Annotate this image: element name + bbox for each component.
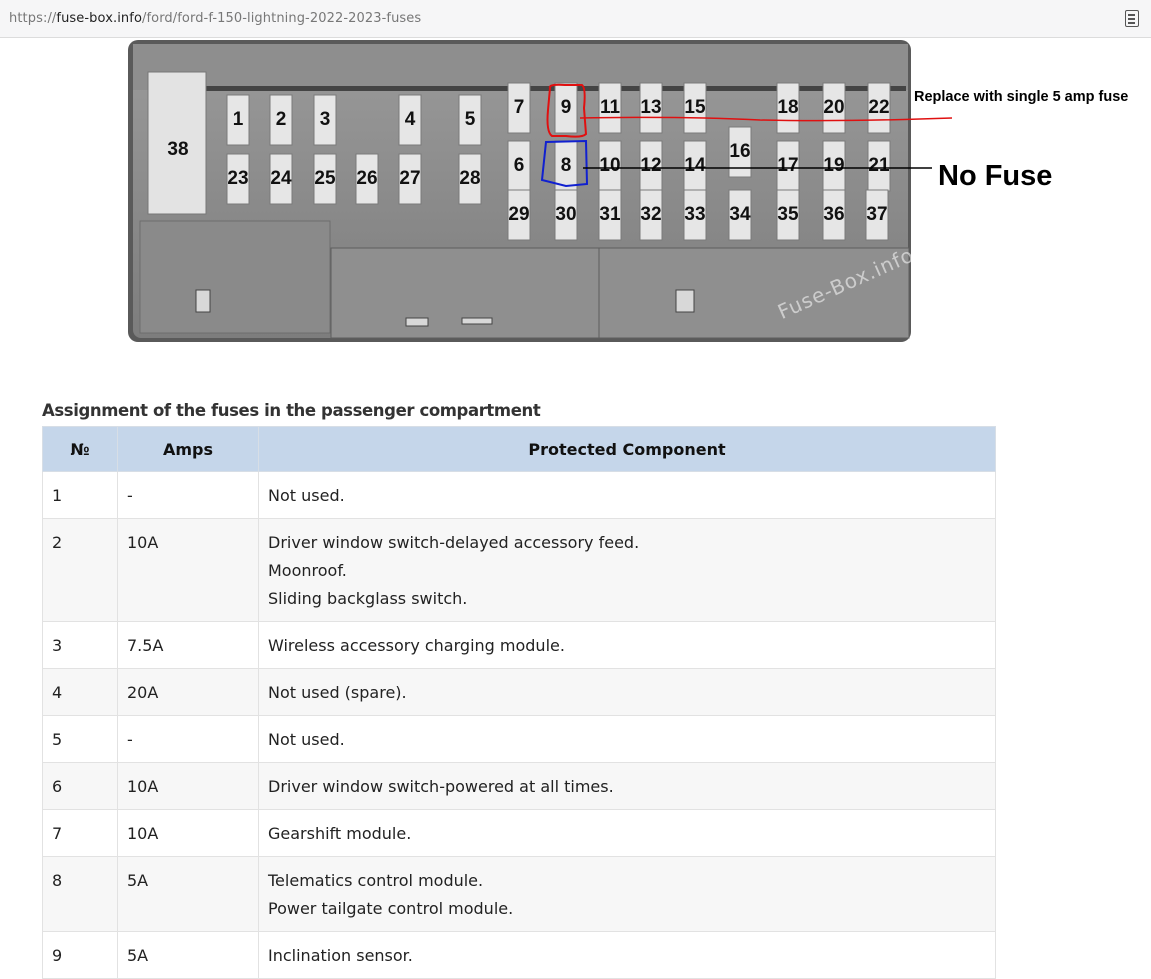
table-row [43, 519, 996, 622]
component-line: Moonroof. [268, 561, 347, 580]
replace-annotation: Replace with single 5 amp fuse [914, 89, 1129, 105]
component-line: Telematics control module. [268, 871, 484, 890]
table-header-row [43, 427, 996, 472]
fuse-number-23: 23 [227, 168, 249, 189]
header-number: № [43, 427, 118, 472]
fuse-number-27: 27 [399, 168, 421, 189]
fuse-number-37: 37 [866, 204, 888, 225]
table-row [43, 857, 996, 932]
fuse-number-17: 17 [777, 155, 799, 176]
cell-component [259, 857, 996, 932]
component-line: Driver window switch-delayed accessory feed. [268, 533, 640, 552]
cell-component [259, 519, 996, 622]
fuse-number-38: 38 [167, 139, 189, 160]
url-text[interactable] [9, 11, 421, 26]
watermark: Fuse-Box.info [774, 242, 918, 324]
fuse-number-25: 25 [314, 168, 336, 189]
cell-number: 8 [43, 857, 118, 932]
cell-component [259, 669, 996, 716]
cell-number: 3 [43, 622, 118, 669]
component-line: Not used. [268, 730, 345, 749]
table-caption: Assignment of the fuses in the passenger compartment [42, 401, 541, 420]
fuse-table [42, 426, 996, 979]
cell-amps: 5A [118, 932, 259, 979]
url-prefix: https:// [9, 11, 57, 26]
cell-amps: 5A [118, 857, 259, 932]
fuse-number-15: 15 [684, 97, 706, 118]
fuse-number-19: 19 [823, 155, 845, 176]
fuse-number-30: 30 [555, 204, 577, 225]
table-row [43, 716, 996, 763]
cell-number: 4 [43, 669, 118, 716]
component-line: Driver window switch-powered at all times. [268, 777, 614, 796]
cell-number: 1 [43, 472, 118, 519]
fuse-number-12: 12 [640, 155, 662, 176]
fuse-number-35: 35 [777, 204, 799, 225]
fuse-number-29: 29 [508, 204, 530, 225]
fuse-number-1: 1 [232, 109, 244, 130]
url-host: fuse-box.info [56, 11, 142, 26]
cell-number: 6 [43, 763, 118, 810]
table-row [43, 932, 996, 979]
address-bar[interactable] [0, 0, 1151, 38]
fuse-number-5: 5 [464, 109, 476, 130]
cell-amps: - [118, 472, 259, 519]
cell-amps: 10A [118, 519, 259, 622]
cell-number: 7 [43, 810, 118, 857]
fuse-number-6: 6 [513, 155, 525, 176]
fuse-number-4: 4 [404, 109, 416, 130]
fuse-number-24: 24 [270, 168, 292, 189]
component-line: Sliding backglass switch. [268, 589, 468, 608]
fuse-number-18: 18 [777, 97, 799, 118]
component-line: Inclination sensor. [268, 946, 413, 965]
fuse-number-20: 20 [823, 97, 845, 118]
component-line: Not used (spare). [268, 683, 407, 702]
fuse-number-33: 33 [684, 204, 706, 225]
cell-amps: 7.5A [118, 622, 259, 669]
table-row [43, 669, 996, 716]
table-row [43, 763, 996, 810]
fuse-number-36: 36 [823, 204, 845, 225]
fuse-number-13: 13 [640, 97, 662, 118]
header-amps: Amps [118, 427, 259, 472]
cell-component [259, 622, 996, 669]
cell-number: 9 [43, 932, 118, 979]
cell-component [259, 763, 996, 810]
reader-view-icon[interactable] [1125, 10, 1139, 27]
fuse-number-10: 10 [599, 155, 621, 176]
cell-amps: - [118, 716, 259, 763]
component-line: Gearshift module. [268, 824, 412, 843]
fuse-number-8: 8 [560, 155, 572, 176]
fuse-number-32: 32 [640, 204, 662, 225]
fuse-number-3: 3 [319, 109, 331, 130]
cell-component [259, 810, 996, 857]
table-row [43, 622, 996, 669]
url-path: /ford/ford-f-150-lightning-2022-2023-fuses [142, 11, 422, 26]
no-fuse-annotation: No Fuse [938, 160, 1053, 192]
fuse-number-14: 14 [684, 155, 706, 176]
cell-number: 2 [43, 519, 118, 622]
component-line: Not used. [268, 486, 345, 505]
fuse-box-diagram [120, 38, 1150, 373]
fuse-number-16: 16 [729, 141, 751, 162]
fuse-number-22: 22 [868, 97, 890, 118]
fuse-number-26: 26 [356, 168, 378, 189]
component-line: Wireless accessory charging module. [268, 636, 565, 655]
cell-amps: 20A [118, 669, 259, 716]
fuse-number-9: 9 [560, 97, 572, 118]
fuse-number-28: 28 [459, 168, 481, 189]
table-row [43, 472, 996, 519]
fuse-number-31: 31 [599, 204, 621, 225]
component-line: Power tailgate control module. [268, 899, 514, 918]
cell-component [259, 932, 996, 979]
fuse-number-2: 2 [275, 109, 287, 130]
cell-number: 5 [43, 716, 118, 763]
fuse-number-34: 34 [729, 204, 751, 225]
fuse-number-11: 11 [599, 97, 621, 118]
fuse-number-21: 21 [868, 155, 890, 176]
table-row [43, 810, 996, 857]
cell-amps: 10A [118, 810, 259, 857]
cell-component [259, 472, 996, 519]
header-component: Protected Component [259, 427, 996, 472]
cell-amps: 10A [118, 763, 259, 810]
fuse-number-7: 7 [513, 97, 525, 118]
cell-component [259, 716, 996, 763]
